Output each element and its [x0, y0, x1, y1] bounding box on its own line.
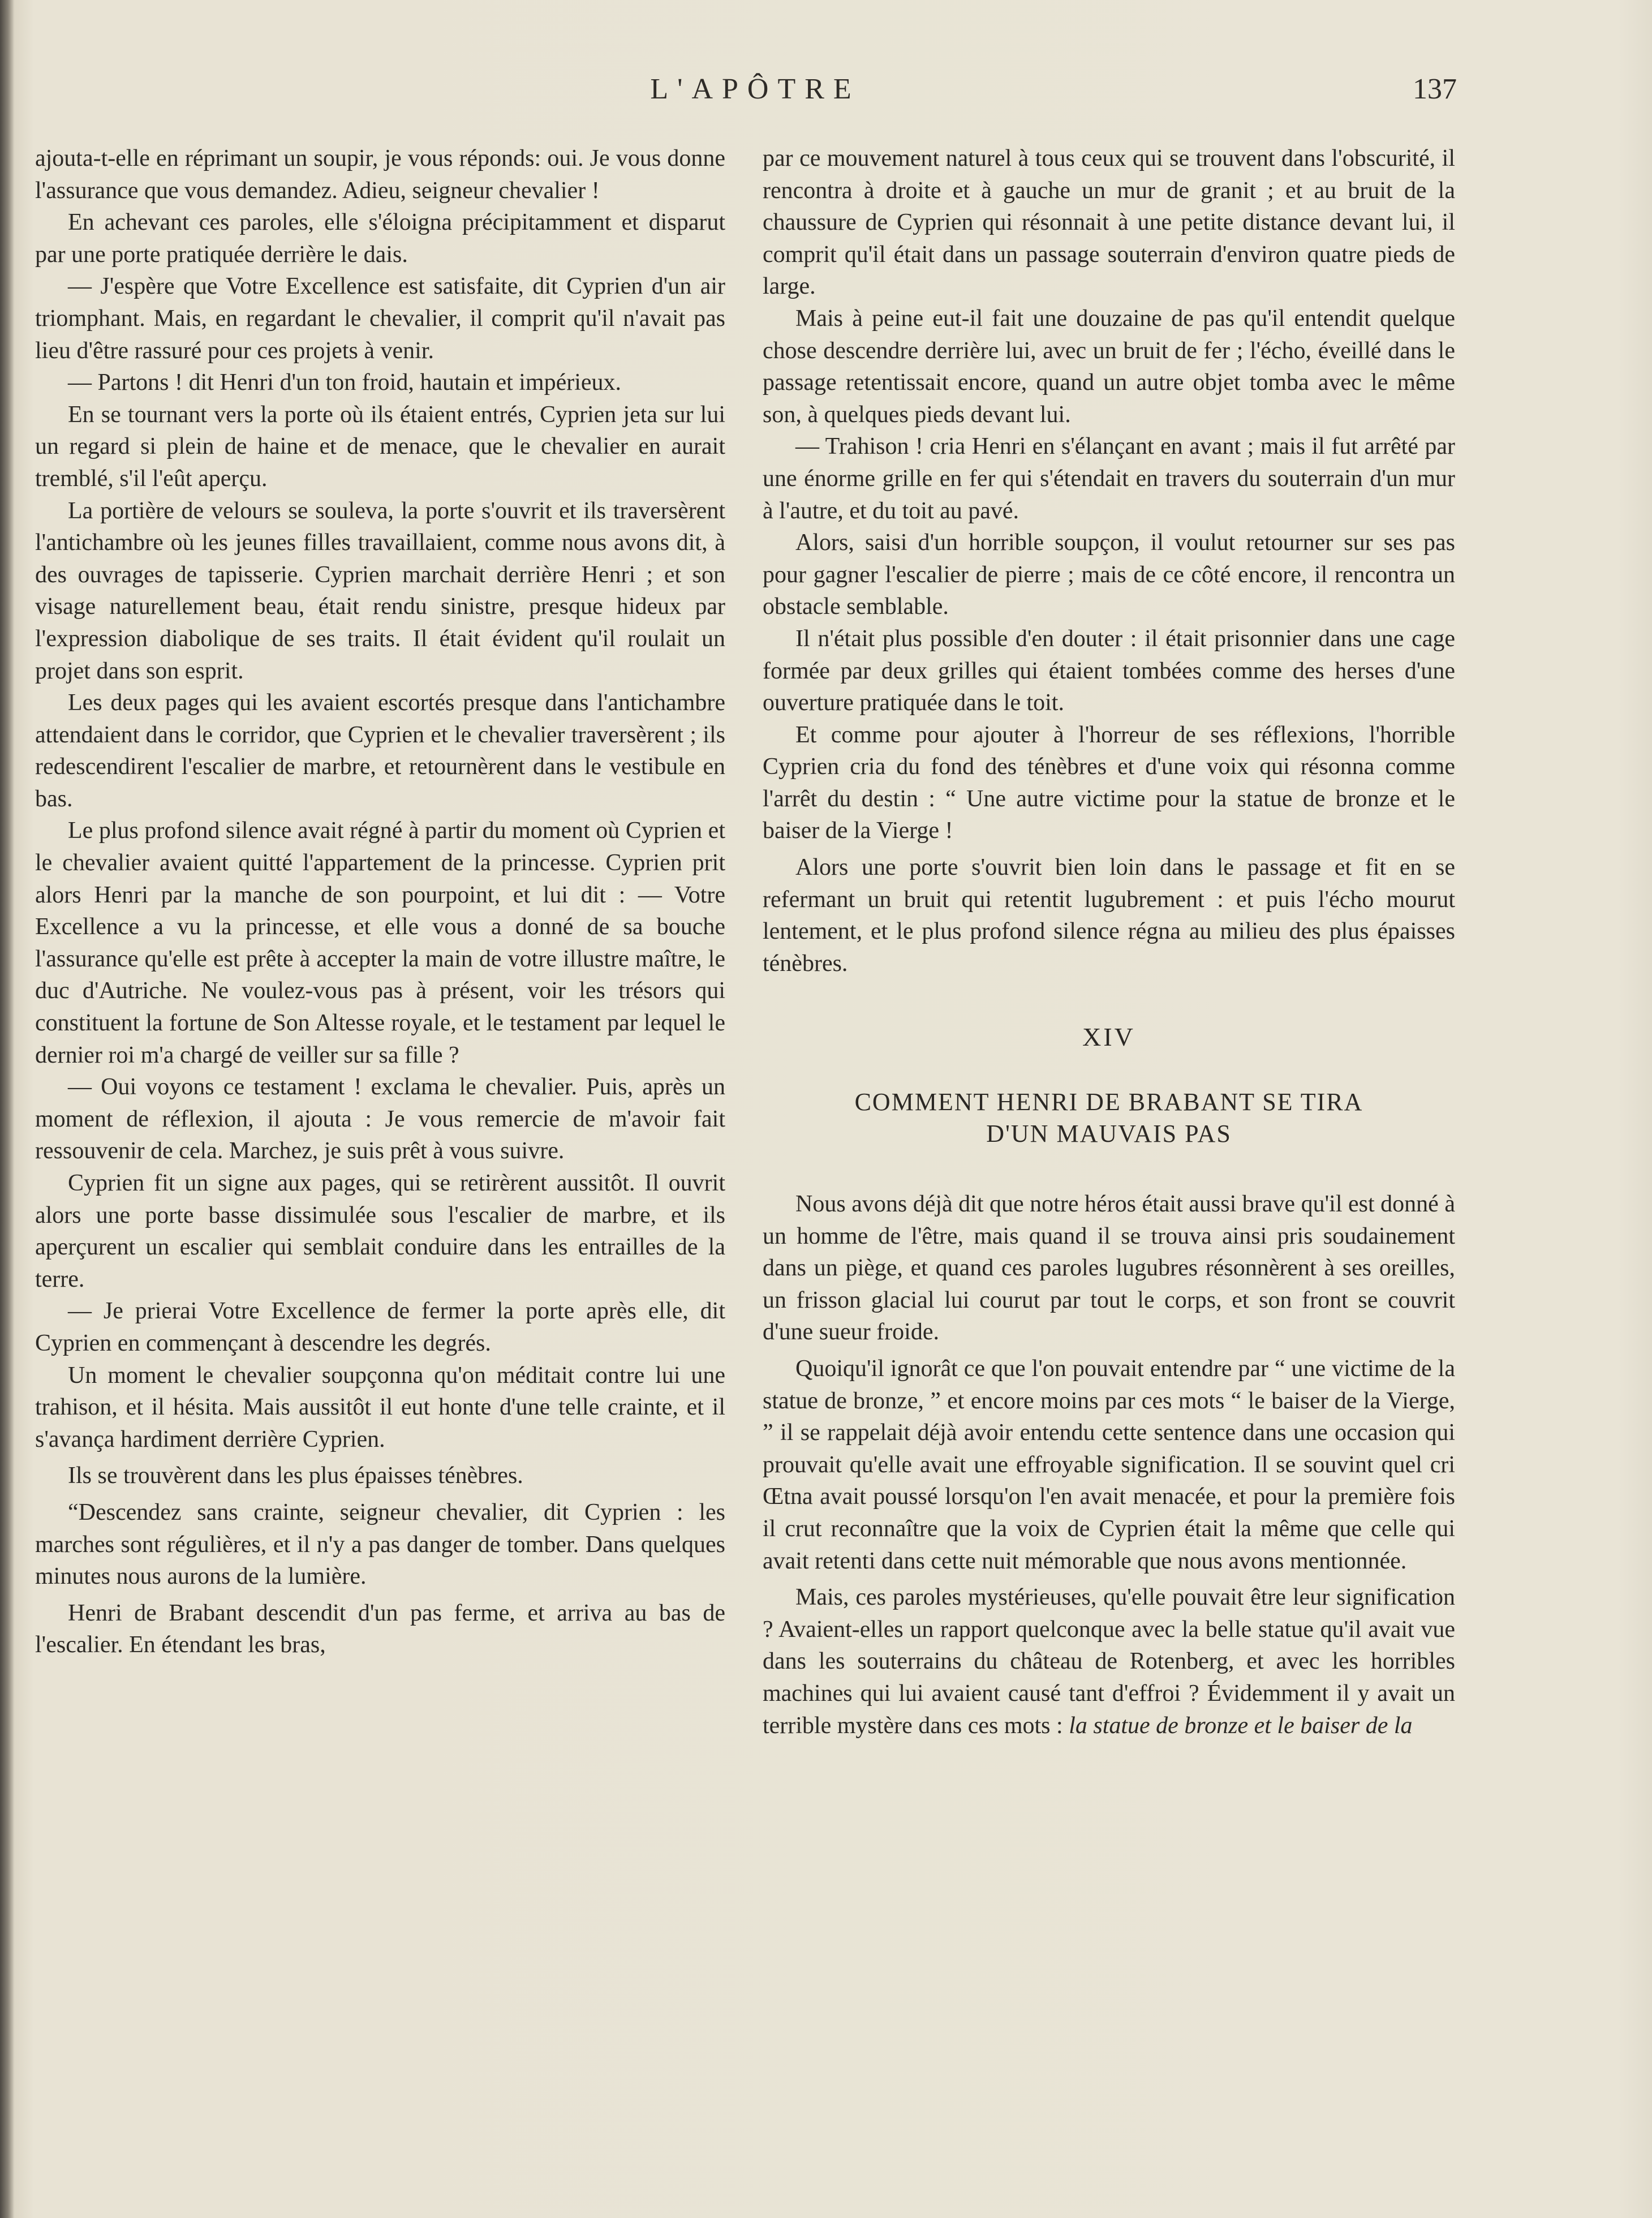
chapter-number: XIV: [1082, 1022, 1135, 1052]
paragraph: Ils se trouvèrent dans les plus épaisses ténèbres.: [68, 1463, 523, 1489]
paragraph: Quoiqu'il ignorât ce que l'on pouvait entendre par “ une victime de la statue de bronze, ” et encore moins par ces mots “ le baiser de la Vierge, ” il se rappelait déjà avoir entendu cette sentence dans une occasion qui prouvait qu'elle avait une effroyable signification. Il se souvint quel cri Œtna avait poussé lorsqu'on l'en avait menacée, et pour la première fois il crut reconnaître que la voix de Cyprien était la même que celle qui avait retenti dans cette nuit mémorable que nous avons mentionnée.: [763, 1356, 1455, 1574]
paragraph: — Trahison ! cria Henri en s'élançant en avant ; mais il fut arrêté par une énorme grille en fer qui s'étendait en travers du souterrain d'un mur à l'autre, et du toit au pavé.: [763, 433, 1455, 524]
paragraph: [763, 1581, 1455, 1742]
paragraph: “Descendez sans crainte, seigneur chevalier, dit Cyprien : les marches sont régulières, et il n'y a pas danger de tomber. Dans quelques minutes nous aurons de la lumière.: [35, 1499, 725, 1590]
paragraph: — J'espère que Votre Excellence est satisfaite, dit Cyprien d'un air triomphant. Mais, en regardant le chevalier, il comprit qu'il n'avait pas lieu d'être rassuré pour ces projets à venir.: [35, 273, 725, 364]
paragraph: Henri de Brabant descendit d'un pas ferme, et arriva au bas de l'escalier. En étendant les bras,: [35, 1600, 725, 1658]
page-header: [54, 72, 1457, 112]
paragraph: Un moment le chevalier soupçonna qu'on méditait contre lui une trahison, et il hésita. Mais aussitôt il eut honte d'une telle crainte, et il s'avança hardiment derrière Cyprien.: [35, 1362, 725, 1452]
paragraph: — Oui voyons ce testament ! exclama le chevalier. Puis, après un moment de réflexion, il ajouta : Je vous remercie de m'avoir fait ressouvenir de cela. Marchez, je suis prêt à vous suivre.: [35, 1074, 725, 1164]
paragraph: Alors, saisi d'un horrible soupçon, il voulut retourner sur ses pas pour gagner l'escalier de pierre ; mais de ce côté encore, il rencontra un obstacle semblable.: [763, 530, 1455, 620]
paragraph: La portière de velours se souleva, la porte s'ouvrit et ils traversèrent l'antichambre où les jeunes filles travaillaient, comme nous avons dit, à des ouvrages de tapisserie. Cyprien marchait derrière Henri ; et son visage naturellement beau, était rendu sinistre, presque hideux par l'expression diabolique de ses traits. Il était évident qu'il roulait un projet dans son esprit.: [35, 497, 725, 684]
chapter-title-line: D'UN MAUVAIS PAS: [986, 1120, 1232, 1148]
chapter-title-line: COMMENT HENRI DE BRABANT SE TIRA: [854, 1088, 1363, 1116]
paragraph-text: Mais, ces paroles mystérieuses, qu'elle pouvait être leur signification ? Avaient-elles un rapport quelconque avec la belle statue qu'il avait vue dans les souterrains du château de Rotenberg, et avec les horribles machines qui lui avaient causé tant d'effroi ? Évidemment il y avait un terrible mystère dans ces mots :: [763, 1584, 1455, 1739]
paragraph: par ce mouvement naturel à tous ceux qui se trouvent dans l'obscurité, il rencontra à droite et à gauche un mur de granit ; et au bruit de la chaussure de Cyprien qui résonnait à une petite distance devant lui, il comprit qu'il était dans un passage souterrain d'environ quatre pieds de large.: [763, 145, 1455, 300]
paragraph: En achevant ces paroles, elle s'éloigna précipitamment et disparut par une porte pratiquée derrière le dais.: [35, 209, 725, 268]
running-title: L'APÔTRE: [650, 73, 861, 105]
paragraph: En se tournant vers la porte où ils étaient entrés, Cyprien jeta sur lui un regard si plein de haine et de menace, que le chevalier en aurait tremblé, s'il l'eût aperçu.: [35, 401, 725, 492]
right-column: [763, 143, 1455, 1742]
paragraph: Et comme pour ajouter à l'horreur de ses réflexions, l'horrible Cyprien cria du fond des ténèbres et d'une voix qui résonna comme l'arrêt du destin : “ Une autre victime pour la statue de bronze et le baiser de la Vierge !: [763, 721, 1455, 844]
paragraph: Le plus profond silence avait régné à partir du moment où Cyprien et le chevalier avaient quitté l'appartement de la princesse. Cyprien prit alors Henri par la manche de son pourpoint, et lui dit : — Votre Excellence a vu la princesse, et elle vous a donné de sa bouche l'assurance qu'elle est prête à accepter la main de votre illustre maître, le duc d'Autriche. Ne voulez-vous pas à présent, voir les trésors qui constituent la fortune de Son Altesse royale, et le testament par lequel le dernier roi m'a chargé de veiller sur sa fille ?: [35, 818, 725, 1068]
paragraph: Il n'était plus possible d'en douter : il était prisonnier dans une cage formée par deux grilles qui étaient tombées comme des herses d'une ouverture pratiquée dans le toit.: [763, 625, 1455, 716]
paragraph: Nous avons déjà dit que notre héros était aussi brave qu'il est donné à un homme de l'être, mais quand il se trouva ainsi pris soudainement dans un piège, et quand ces paroles lugubres résonnèrent à ses oreilles, un frisson glacial lui courut par tout le corps, et son front se couvrit d'une sueur froide.: [763, 1191, 1455, 1346]
paragraph: Les deux pages qui les avaient escortés presque dans l'antichambre attendaient dans le corridor, que Cyprien et le chevalier traversèrent ; ils redescendirent l'escalier de marbre, et retournèrent dans le vestibule en bas.: [35, 690, 725, 812]
page-number: 137: [1413, 73, 1457, 105]
paragraph: — Je prierai Votre Excellence de fermer la porte après elle, dit Cyprien en commençant à descendre les degrés.: [35, 1298, 725, 1356]
page-binding-edge: [0, 0, 14, 2218]
paragraph: Alors une porte s'ouvrit bien loin dans le passage et fit en se refermant un bruit qui retentit lugubrement : et puis l'écho mourut lentement, et le plus profond silence régna au milieu des plus épaisses ténèbres.: [763, 854, 1455, 977]
chapter-title: [763, 1086, 1455, 1150]
paragraph: Cyprien fit un signe aux pages, qui se retirèrent aussitôt. Il ouvrit alors une porte basse dissimulée sous l'escalier de marbre, et ils aperçurent un escalier qui semblait conduire dans les entrailles de la terre.: [35, 1170, 725, 1292]
paragraph: ajouta-t-elle en réprimant un soupir, je vous réponds: oui. Je vous donne l'assurance que vous demandez. Adieu, seigneur chevalier !: [35, 145, 725, 204]
left-column: [35, 143, 725, 1661]
paragraph: Mais à peine eut-il fait une douzaine de pas qu'il entendit quelque chose descendre derrière lui, avec un bruit de fer ; l'écho, éveillé dans le passage retentissait encore, quand un autre objet tomba avec le même son, à quelques pieds devant lui.: [763, 305, 1455, 428]
italic-phrase: la statue de bronze et le baiser de la: [1069, 1712, 1413, 1739]
paragraph: — Partons ! dit Henri d'un ton froid, hautain et impérieux.: [68, 369, 622, 396]
